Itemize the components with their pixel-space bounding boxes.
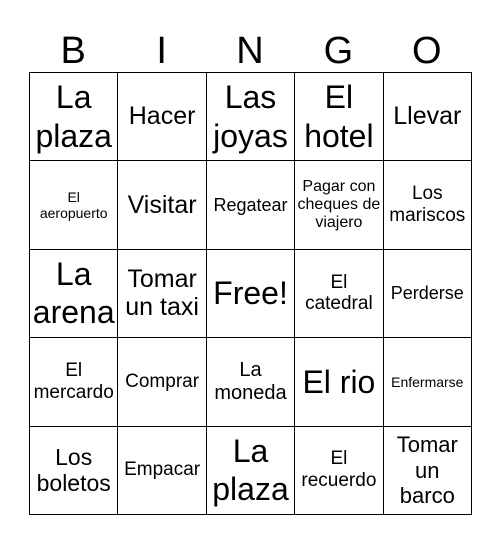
cell-label: Pagar con cheques de viajero <box>297 177 381 232</box>
cell-label: La moneda <box>214 358 287 404</box>
bingo-cell-r1c5[interactable] <box>384 73 472 161</box>
header-letter-i: I <box>156 30 167 72</box>
cell-label: La arena <box>32 256 115 331</box>
bingo-cell-r2c5[interactable] <box>384 161 472 249</box>
bingo-cell-r5c1[interactable] <box>30 427 118 515</box>
bingo-cell-r1c4[interactable] <box>295 73 383 161</box>
header-letter-n: N <box>236 30 264 72</box>
bingo-board <box>29 72 472 515</box>
bingo-cell-r2c2[interactable] <box>118 161 206 249</box>
bingo-cell-r2c3[interactable] <box>207 161 295 249</box>
header-letter-o: O <box>412 30 442 72</box>
cell-label: Perderse <box>390 283 464 304</box>
bingo-cell-r4c5[interactable] <box>384 338 472 426</box>
cell-label: Tomar un taxi <box>125 264 199 322</box>
bingo-cell-r3c1[interactable] <box>30 250 118 338</box>
cell-label: Hacer <box>128 102 196 131</box>
header-letter-b: B <box>60 30 86 72</box>
cell-label: El aeropuerto <box>39 189 108 222</box>
bingo-cell-r5c3[interactable] <box>207 427 295 515</box>
cell-label: Las joyas <box>213 79 288 154</box>
cell-label: Tomar un barco <box>396 432 458 508</box>
bingo-cell-r4c2[interactable] <box>118 338 206 426</box>
bingo-cell-r1c3[interactable] <box>207 73 295 161</box>
cell-label: Comprar <box>125 370 200 392</box>
bingo-cell-r5c5[interactable] <box>384 427 472 515</box>
cell-label: Los mariscos <box>389 183 466 227</box>
cell-label: Enfermarse <box>391 373 464 390</box>
cell-label: El mercardo <box>33 360 114 403</box>
bingo-cell-r1c2[interactable] <box>118 73 206 161</box>
bingo-cell-r5c2[interactable] <box>118 427 206 515</box>
cell-label: El hotel <box>304 79 374 154</box>
bingo-cell-r1c1[interactable] <box>30 73 118 161</box>
bingo-cell-r3c5[interactable] <box>384 250 472 338</box>
bingo-cell-r3c2[interactable] <box>118 250 206 338</box>
cell-label: Llevar <box>393 102 462 131</box>
header-letter-g: G <box>323 30 354 72</box>
bingo-cell-r2c4[interactable] <box>295 161 383 249</box>
free-space-label: Free! <box>213 275 288 312</box>
bingo-cell-r3c3[interactable] <box>207 250 295 338</box>
cell-label: La plaza <box>35 79 112 154</box>
bingo-cell-r3c4[interactable] <box>295 250 383 338</box>
bingo-cell-r4c1[interactable] <box>30 338 118 426</box>
cell-label: Los boletos <box>36 443 111 497</box>
cell-label: Visitar <box>127 190 197 219</box>
bingo-cell-r2c1[interactable] <box>30 161 118 249</box>
cell-label: Empacar <box>124 459 201 481</box>
cell-label: Regatear <box>213 194 288 215</box>
cell-label: El recuerdo <box>301 448 377 492</box>
cell-label: La plaza <box>212 432 289 508</box>
bingo-cell-r4c3[interactable] <box>207 338 295 426</box>
bingo-cell-r4c4[interactable] <box>295 338 383 426</box>
cell-label: El catedral <box>305 271 373 315</box>
bingo-header <box>29 28 471 74</box>
cell-label: El rio <box>302 363 376 400</box>
bingo-cell-r5c4[interactable] <box>295 427 383 515</box>
